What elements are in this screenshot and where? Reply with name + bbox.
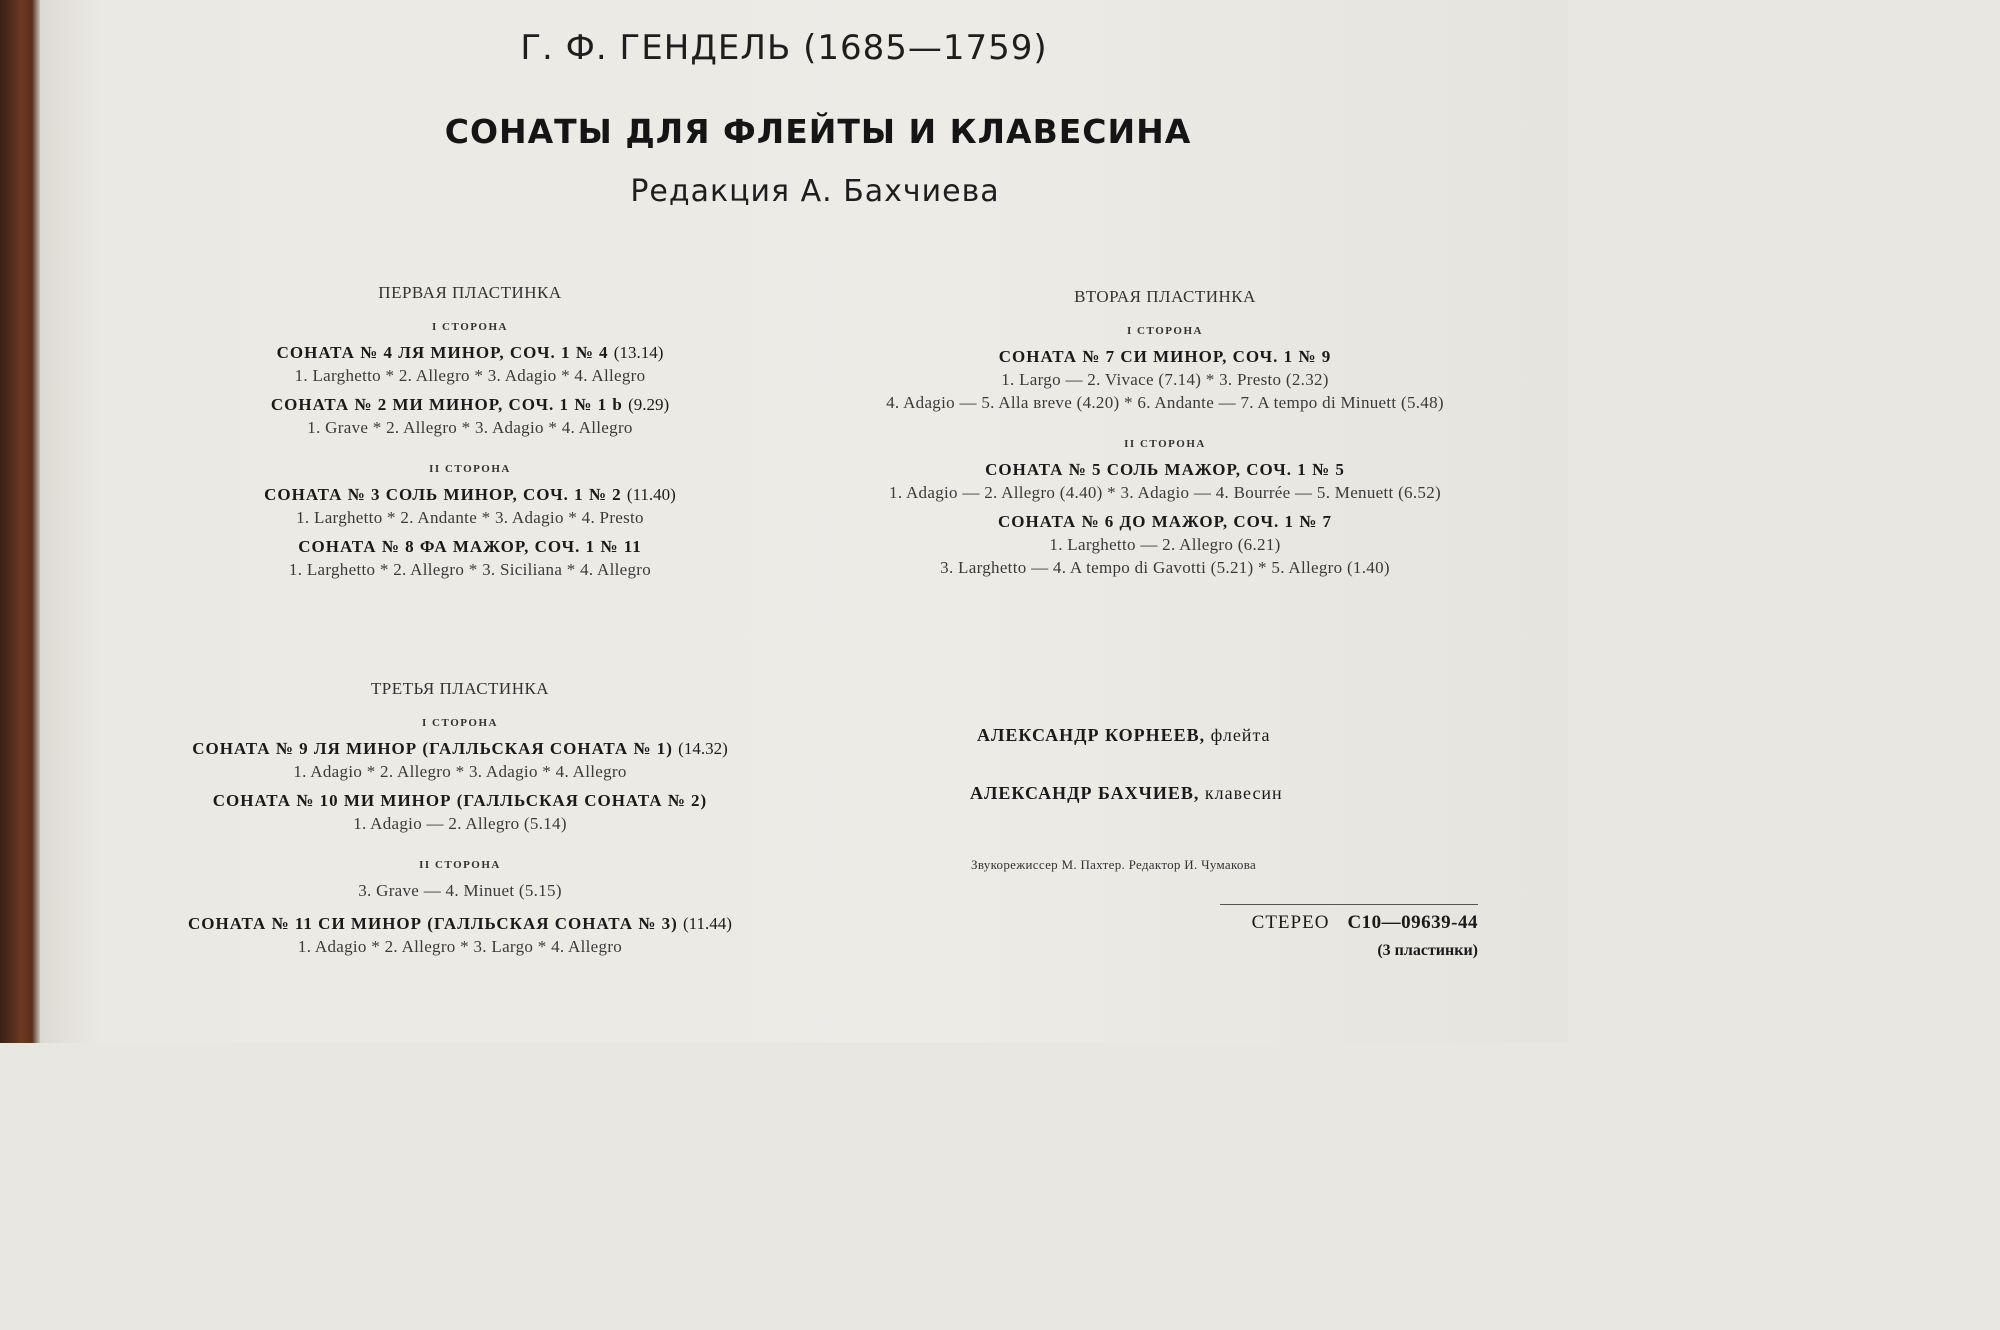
performer-harpsichord: АЛЕКСАНДР БАХЧИЕВ, клавесин: [970, 783, 1283, 803]
sonata-title: СОНАТА № 6 ДО МАЖОР, СОЧ. 1 № 7: [997, 512, 1333, 531]
record-3-side-1-label: I СТОРОНА: [422, 717, 498, 729]
composer-heading: Г. Ф. ГЕНДЕЛЬ (1685—1759): [520, 28, 1048, 68]
record-3-title: ТРЕТЬЯ ПЛАСТИНКА: [370, 679, 550, 698]
sonata-title: СОНАТА № 9 ЛЯ МИНОР (ГАЛЛЬСКАЯ СОНАТА № 1) (14.32): [192, 739, 728, 758]
sonata-movements: 1. Adagio — 2. Allegro (5.14): [353, 814, 567, 833]
release-info: СТЕРЕО С10—09639-44: [1251, 912, 1478, 933]
sonata-title: СОНАТА № 10 МИ МИНОР (ГАЛЛЬСКАЯ СОНАТА № 2): [212, 791, 708, 810]
sonata-movements: 1. Larghetto * 2. Andante * 3. Adagio * 4. Presto: [296, 508, 644, 527]
sonata-movements: 4. Adagio — 5. Alla вreve (4.20) * 6. Andante — 7. A tempo di Minuett (5.48): [886, 393, 1444, 412]
divider: [1220, 904, 1478, 905]
sonata-movements: 1. Grave * 2. Allegro * 3. Adagio * 4. Allegro: [307, 418, 633, 437]
album-title: СОНАТЫ ДЛЯ ФЛЕЙТЫ И КЛАВЕСИНА: [444, 112, 1192, 151]
sonata-movements: 3. Grave — 4. Minuet (5.15): [358, 881, 562, 900]
sonata-movements: 1. Larghetto — 2. Allegro (6.21): [1049, 535, 1281, 554]
record-1-side-1-label: I СТОРОНА: [432, 321, 508, 333]
sonata-title: СОНАТА № 4 ЛЯ МИНОР, СОЧ. 1 № 4 (13.14): [276, 343, 664, 362]
sonata-title: СОНАТА № 8 ФА МАЖОР, СОЧ. 1 № 11: [298, 537, 642, 556]
record-2-side-2-label: II СТОРОНА: [1124, 438, 1206, 450]
sonata-movements: 1. Adagio * 2. Allegro * 3. Largo * 4. Allegro: [297, 937, 623, 956]
sonata-title: СОНАТА № 3 СОЛЬ МИНОР, СОЧ. 1 № 2 (11.40): [264, 485, 676, 504]
record-3-block: [140, 679, 780, 964]
editor-line: Редакция А. Бахчиева: [630, 174, 1000, 209]
disc-count: (3 пластинки): [1377, 942, 1478, 959]
sonata-movements: 1. Largo — 2. Vivace (7.14) * 3. Presto (2.32): [1001, 370, 1329, 389]
binding-spine: [0, 0, 40, 1043]
performer-flute: АЛЕКСАНДР КОРНЕЕВ, флейта: [977, 725, 1271, 745]
sonata-title: СОНАТА № 11 СИ МИНОР (ГАЛЛЬСКАЯ СОНАТА № 3) (11.44): [188, 914, 732, 933]
sonata-movements: 1. Adagio * 2. Allegro * 3. Adagio * 4. Allegro: [293, 762, 627, 781]
production-credits: Звукорежиссер М. Пахтер. Редактор И. Чумакова: [971, 857, 1257, 872]
record-1-block: [170, 283, 770, 587]
sonata-movements: 1. Larghetto * 2. Allegro * 3. Adagio * 4. Allegro: [294, 366, 646, 385]
record-2-title: ВТОРАЯ ПЛАСТИНКА: [1074, 287, 1256, 306]
sonata-title: СОНАТА № 7 СИ МИНОР, СОЧ. 1 № 9: [998, 347, 1332, 366]
sonata-movements: 1. Larghetto * 2. Allegro * 3. Siciliana * 4. Allegro: [288, 560, 652, 579]
record-1-title: ПЕРВАЯ ПЛАСТИНКА: [378, 283, 562, 302]
sonata-title: СОНАТА № 2 МИ МИНОР, СОЧ. 1 № 1 b (9.29): [270, 395, 670, 414]
sonata-movements: 3. Larghetto — 4. A tempo di Gavotti (5.21) * 5. Allegro (1.40): [940, 558, 1390, 577]
record-1-side-2-label: II СТОРОНА: [429, 463, 511, 475]
sonata-title: СОНАТА № 5 СОЛЬ МАЖОР, СОЧ. 1 № 5: [985, 460, 1345, 479]
record-3-side-2-label: II СТОРОНА: [419, 859, 501, 871]
record-2-side-1-label: I СТОРОНА: [1127, 325, 1203, 337]
record-2-block: [800, 287, 1530, 585]
sonata-movements: 1. Adagio — 2. Allegro (4.40) * 3. Adagio — 4. Bourrée — 5. Menuett (6.52): [889, 483, 1441, 502]
